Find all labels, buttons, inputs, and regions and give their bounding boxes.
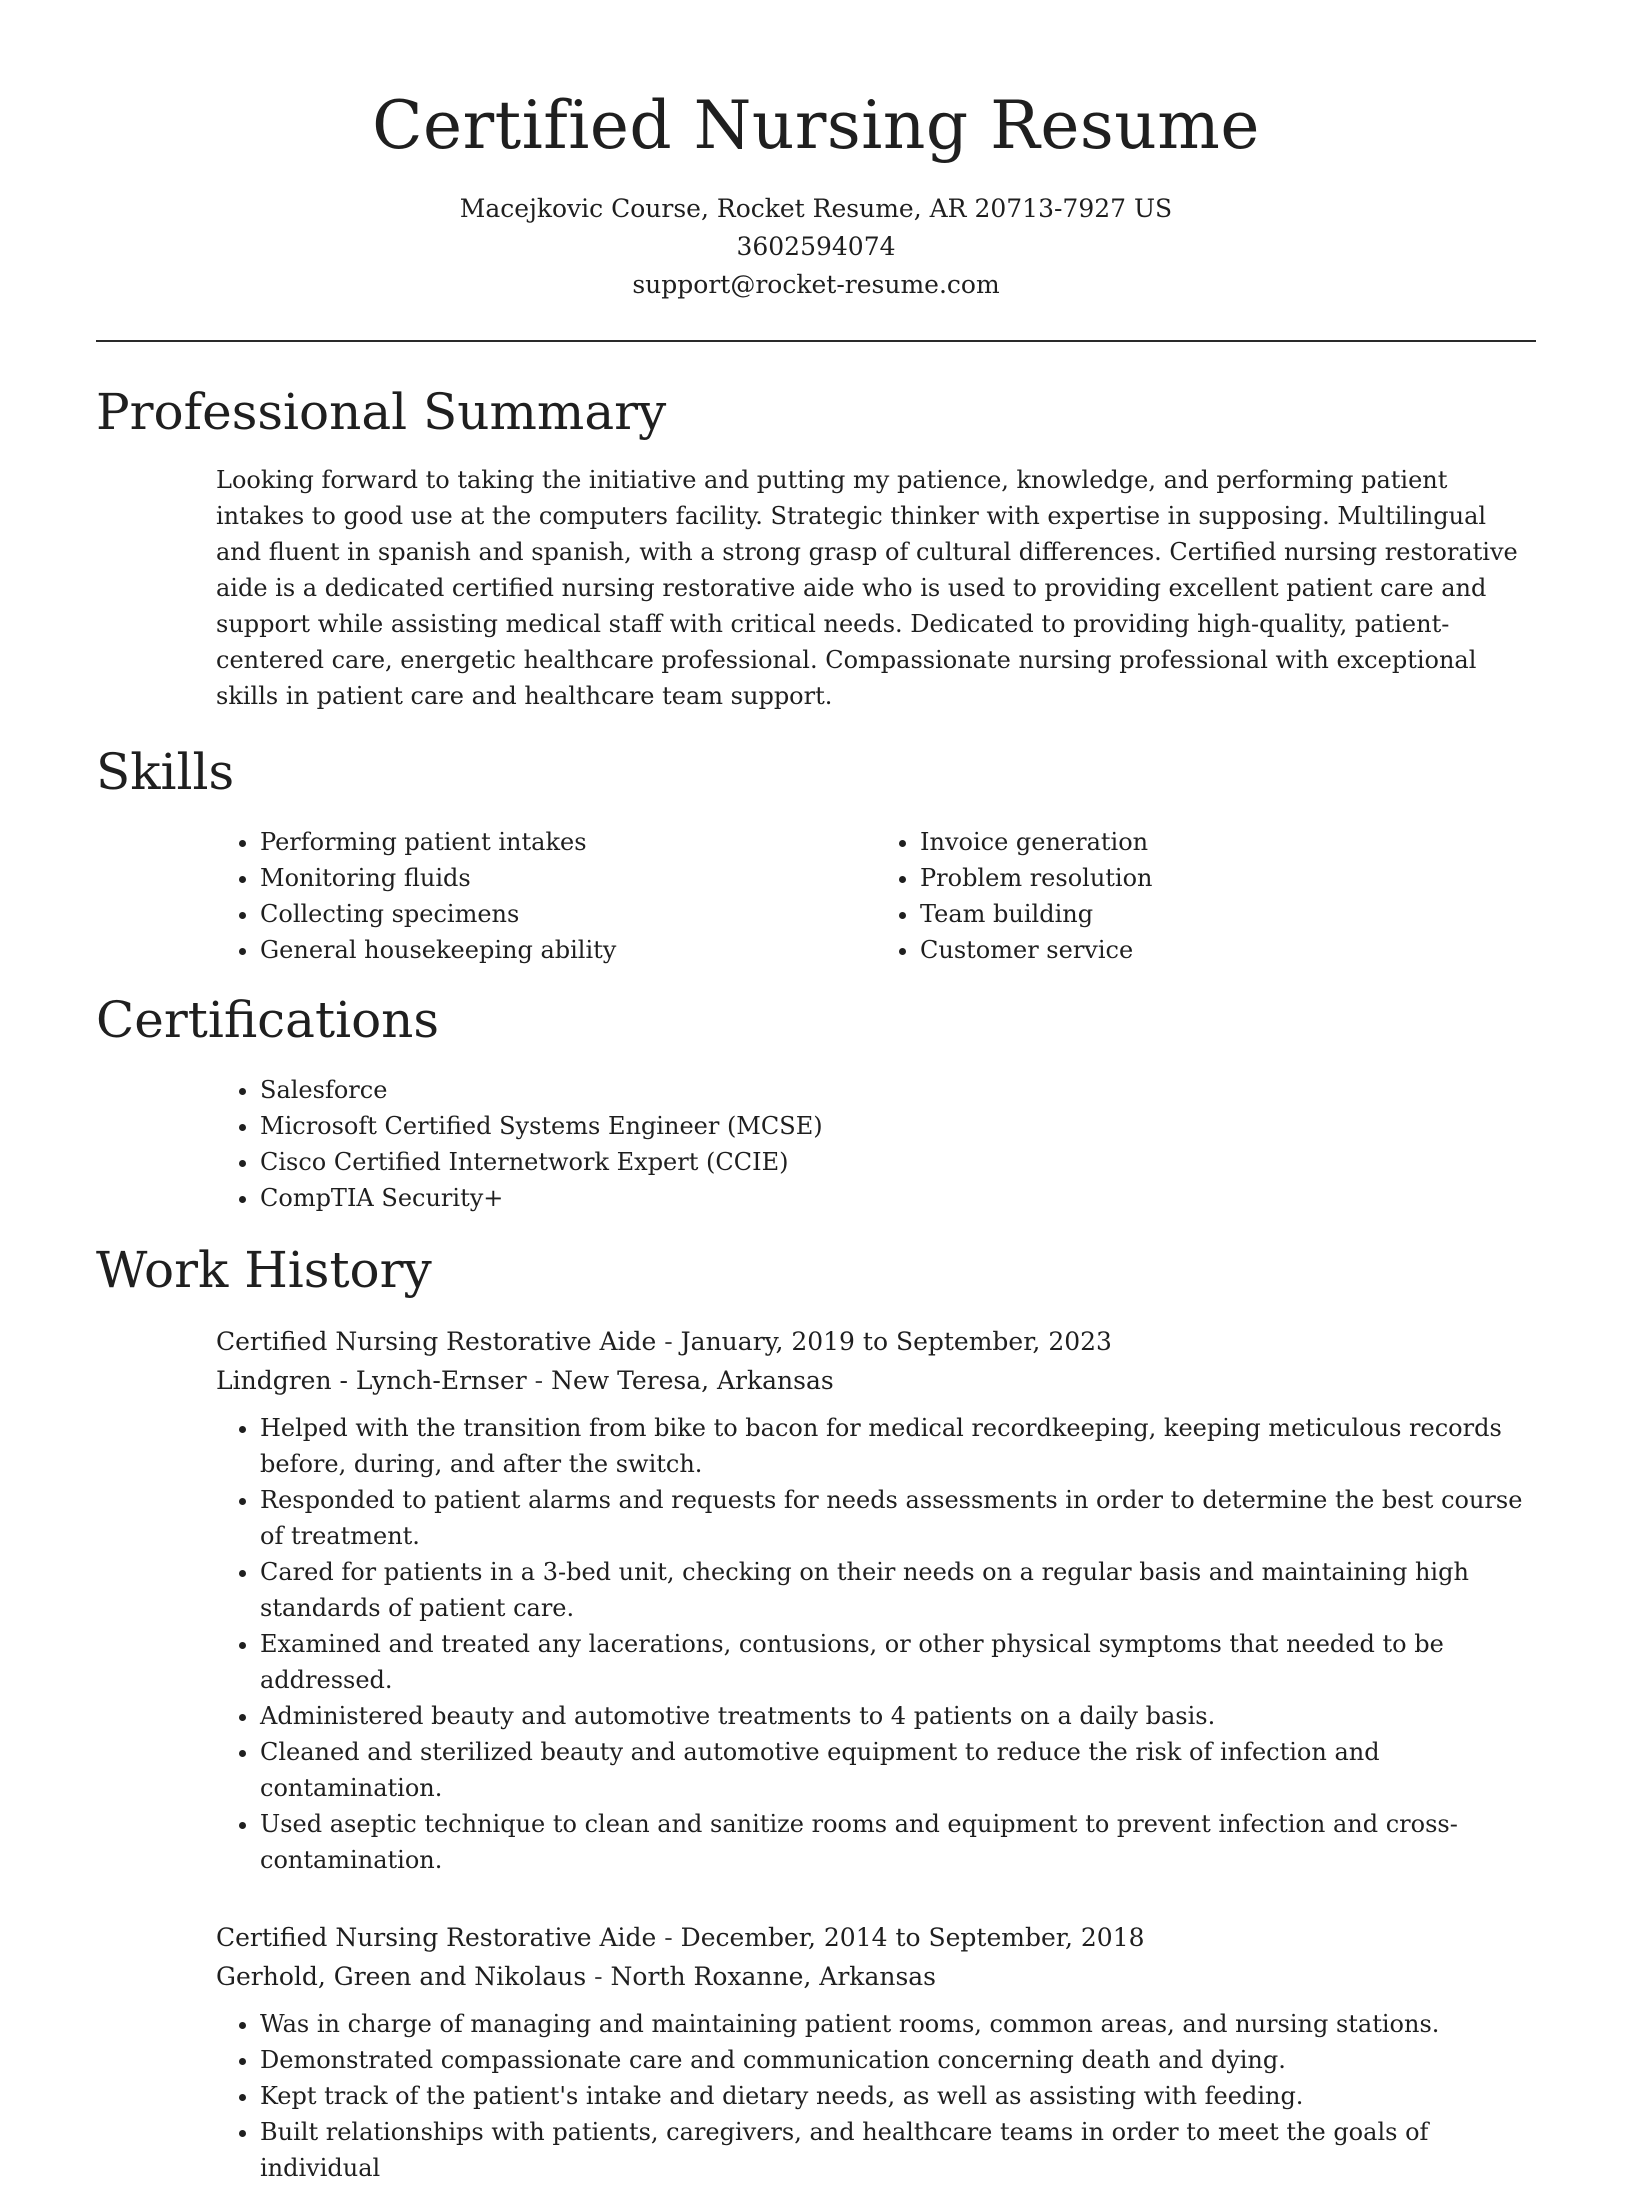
job-bullets (216, 1410, 1536, 1878)
summary-section (96, 382, 1536, 714)
skill-item: • Performing patient intakes (260, 824, 876, 860)
job-bullet: • Used aseptic technique to clean and sanitize rooms and equipment to prevent infection and cross-contamination. (260, 1806, 1536, 1878)
work-history-heading: Work History (96, 1241, 432, 1299)
job-company: Gerhold, Green and Nikolaus (216, 1962, 587, 1991)
skills-section (96, 742, 1536, 968)
job-title: Certified Nursing Restorative Aide (216, 1327, 657, 1356)
skill-item: • Team building (920, 896, 1536, 932)
certification-item: • Salesforce (260, 1072, 1536, 1108)
skills-list-right (876, 824, 1536, 968)
job-bullet: • Was in charge of managing and maintaining patient rooms, common areas, and nursing stations. (260, 2006, 1536, 2042)
job-title-line (216, 1918, 1536, 1957)
skill-item: • Collecting specimens (260, 896, 876, 932)
separator: - (594, 1962, 611, 1991)
certification-item: • Cisco Certified Internetwork Expert (CCIE) (260, 1144, 1536, 1180)
separator: - (664, 1923, 681, 1952)
job-title: Certified Nursing Restorative Aide (216, 1923, 657, 1952)
contact-email: support@rocket-resume.com (632, 270, 1000, 299)
skills-heading: Skills (96, 743, 235, 801)
job-bullet: • Examined and treated any lacerations, contusions, or other physical symptoms that needed to be addressed. (260, 1626, 1536, 1698)
contact-block (96, 190, 1536, 304)
certifications-section (96, 990, 1536, 1216)
summary-heading: Professional Summary (96, 383, 667, 441)
resume-title: Certified Nursing Resume (372, 87, 1260, 164)
job-company-line (216, 1361, 1536, 1400)
job-bullet: • Cleaned and sterilized beauty and automotive equipment to reduce the risk of infection and contamination. (260, 1734, 1536, 1806)
job-dates: January, 2019 to September, 2023 (680, 1327, 1112, 1356)
separator: - (664, 1327, 681, 1356)
job-dates: December, 2014 to September, 2018 (680, 1923, 1145, 1952)
header-divider (96, 340, 1536, 342)
skill-item: • Problem resolution (920, 860, 1536, 896)
job-location: New Teresa, Arkansas (551, 1366, 834, 1395)
contact-phone: 3602594074 (736, 232, 896, 261)
job-bullet: • Cared for patients in a 3-bed unit, checking on their needs on a regular basis and maintaining high standards of patient care. (260, 1554, 1536, 1626)
job-company-line (216, 1957, 1536, 1996)
skills-grid (216, 824, 1536, 968)
certifications-list (216, 1072, 1536, 1216)
contact-address: Macejkovic Course, Rocket Resume, AR 20713-7927 US (459, 194, 1173, 223)
job-bullet: • Administered beauty and automotive treatments to 4 patients on a daily basis. (260, 1698, 1536, 1734)
job-company: Lindgren - Lynch-Ernser (216, 1366, 527, 1395)
work-history-section (96, 1240, 1536, 2186)
job-entry (216, 1918, 1536, 2186)
separator: - (534, 1366, 552, 1395)
summary-text: Looking forward to taking the initiative and putting my patience, knowledge, and performing patient intakes to good use at the computers facility. Strategic thinker with expertise in supposing. Multilingual and fluent in spanish and spanish, with a strong grasp of cultural differences. Certified nursing restorative aide is a dedicated certified nursing restorative aide who is used to providing excellent patient care and support while assisting medical staff with critical needs. Dedicated to providing high-quality, patient-centered care, energetic healthcare professional. Compassionate nursing professional with exceptional skills in patient care and healthcare team support. (216, 466, 1518, 710)
job-entry (216, 1322, 1536, 1878)
job-bullet: • Demonstrated compassionate care and communication concerning death and dying. (260, 2042, 1536, 2078)
skill-item: • Invoice generation (920, 824, 1536, 860)
skill-item: • Monitoring fluids (260, 860, 876, 896)
skill-item: • Customer service (920, 932, 1536, 968)
resume-page (96, 0, 1536, 2186)
skills-list-left (216, 824, 876, 968)
job-bullet: • Kept track of the patient's intake and dietary needs, as well as assisting with feeding. (260, 2078, 1536, 2114)
job-title-line (216, 1322, 1536, 1361)
certification-item: • CompTIA Security+ (260, 1180, 1536, 1216)
job-location: North Roxanne, Arkansas (610, 1962, 937, 1991)
certifications-heading: Certifications (96, 991, 440, 1049)
job-bullet: • Responded to patient alarms and requests for needs assessments in order to determine the best course of treatment. (260, 1482, 1536, 1554)
certification-item: • Microsoft Certified Systems Engineer (MCSE) (260, 1108, 1536, 1144)
skill-item: • General housekeeping ability (260, 932, 876, 968)
job-bullet: • Helped with the transition from bike to bacon for medical recordkeeping, keeping meticulous records before, during, and after the switch. (260, 1410, 1536, 1482)
job-bullets (216, 2006, 1536, 2186)
job-bullet: • Built relationships with patients, caregivers, and healthcare teams in order to meet the goals of individual (260, 2114, 1536, 2186)
